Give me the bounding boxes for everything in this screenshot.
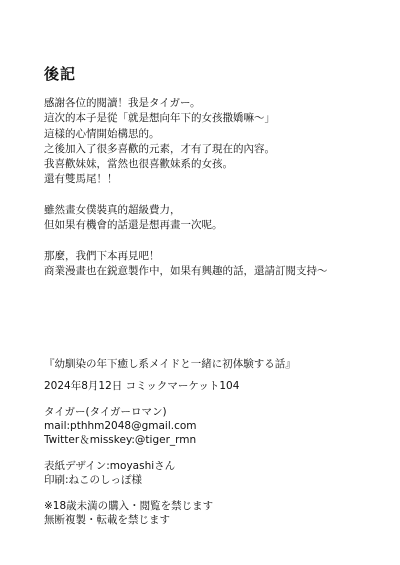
author-mail: mail:pthhm2048@gmail.com — [44, 420, 197, 432]
afterword-line: 雖然畫女僕裝真的超級費力， — [44, 204, 181, 217]
afterword-line: 商業漫畫也在鋭意製作中，如果有興趣的話，還請訂閱支持～ — [44, 265, 328, 278]
afterword-line: 之後加入了很多喜歡的元素，才有了現在的內容。 — [44, 142, 275, 155]
afterword-line: 但如果有機會的話還是想再畫一次呢。 — [44, 219, 223, 232]
afterword-line: 這次的本子是從「就是想向年下的女孩撒嬌嘛～」 — [44, 112, 275, 125]
age-restriction-notice: ※18歳未満の購入・閲覧を禁じます — [44, 500, 214, 512]
cover-design-credit: 表紙デザイン:moyashiさん — [44, 460, 176, 472]
book-title: 『幼馴染の年下癒し系メイドと一緒に初体験する話』 — [44, 358, 296, 370]
event-date: 2024年8月12日 コミックマーケット104 — [44, 380, 240, 392]
author-name: タイガー(タイガーロマン) — [44, 406, 167, 418]
colophon — [44, 357, 384, 527]
author-block — [44, 405, 384, 447]
afterword-line: 還有雙馬尾！！ — [44, 173, 118, 186]
notice-block — [44, 499, 384, 527]
afterword-paragraph — [44, 249, 384, 280]
afterword-line: 我喜歡妹妹，當然也很喜歡妹系的女孩。 — [44, 158, 233, 171]
afterword-body — [44, 96, 384, 280]
afterword-paragraph — [44, 203, 384, 234]
author-social: Twitter＆misskey:@tiger_rmn — [44, 434, 197, 446]
afterword-line: 感謝各位的閱讀！我是タイガー。 — [44, 97, 201, 109]
printing-credit: 印刷:ねこのしっぽ様 — [44, 474, 143, 486]
copy-prohibition-notice: 無断複製・転載を禁じます — [44, 514, 170, 526]
afterword-paragraph — [44, 96, 384, 188]
afterword-line: 這樣的心情開始構思的。 — [44, 127, 160, 140]
credits-block — [44, 459, 384, 487]
afterword-line: 那麼，我們下本再見吧！ — [44, 249, 160, 262]
afterword-title: 後記 — [44, 65, 77, 83]
